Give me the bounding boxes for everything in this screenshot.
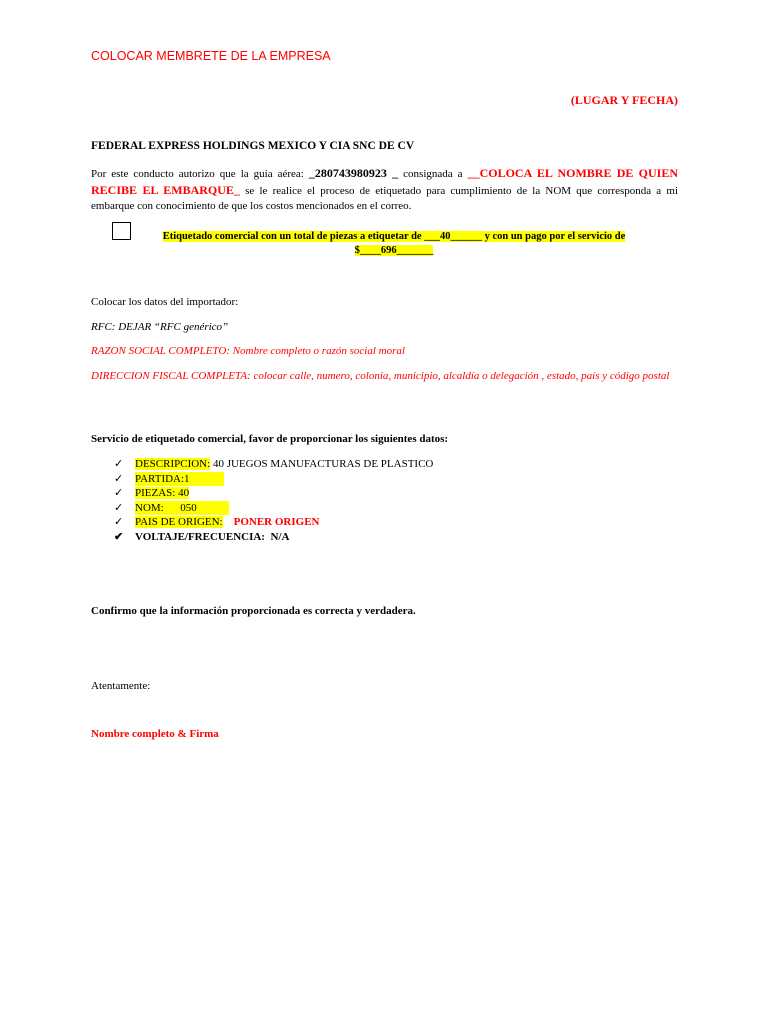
checkmark-icon: ✓ [114,501,124,514]
checkmark-icon: ✓ [114,487,124,499]
list-item-piezas [114,486,433,501]
letterhead-placeholder: COLOCAR MEMBRETE DE LA EMPRESA [91,49,331,63]
list-item-nom [114,501,433,516]
checkmark-icon: ✔ [114,530,124,543]
list-item-descripcion [114,457,433,472]
service-option-text: Etiquetado comercial con un total de piezas a etiquetar de ___40______ y con un pago por el servicio de $____696_______ [162,231,626,256]
direccion-fiscal-field: DIRECCION FISCAL COMPLETA: colocar calle, numero, colonia, municipio, alcaldía o delegación , estado, país y código postal [91,370,670,382]
service-option [132,230,656,258]
descripcion-value: 40 JUEGOS MANUFACTURAS DE PLASTICO [210,458,434,470]
authorization-paragraph [91,166,678,215]
authorization-text-2: consignada a [398,168,468,180]
service-data-list [114,457,433,544]
company-name: FEDERAL EXPRESS HOLDINGS MEXICO Y CIA SNC DE CV [91,140,415,152]
recipient-placeholder: __COLOCA EL NOMBRE DE QUIEN RECIBE EL EMBARQUE_ [91,166,678,197]
pais-origen-label: PAIS DE ORIGEN: [135,516,223,528]
checkmark-icon: ✓ [114,472,124,485]
partida-label: PARTIDA:1 [135,472,224,487]
piezas-label: PIEZAS: 40 [135,487,190,499]
descripcion-label: DESCRIPCION: [135,458,211,470]
service-request-title: Servicio de etiquetado comercial, favor de proporcionar los siguientes datos: [91,433,449,445]
closing-regards: Atentamente: [91,680,151,692]
checkmark-icon: ✓ [114,516,124,528]
place-date-placeholder: (LUGAR Y FECHA) [570,93,678,107]
list-item-pais-origen [114,515,433,530]
service-checkbox-icon[interactable] [112,222,131,240]
confirmation-statement: Confirmo que la información proporcionada es correcta y verdadera. [91,605,416,617]
pais-origen-value: PONER ORIGEN [222,516,320,528]
checkmark-icon: ✓ [114,458,124,470]
signature-placeholder: Nombre completo & Firma [91,728,219,740]
nom-label: NOM: 050 [135,501,229,516]
razon-social-field: RAZON SOCIAL COMPLETO: Nombre completo o razón social moral [91,345,405,357]
importer-intro: Colocar los datos del importador: [91,296,239,308]
list-item-voltaje [114,530,433,545]
authorization-text-1: Por este conducto autorizo que la guía aérea: [91,168,309,180]
list-item-partida [114,472,433,487]
authorization-text-3: se le realice el proceso de etiquetado para cumplimiento de la NOM que corresponda a mi embarque con conocimiento de que los costos mencionados en el correo. [91,184,679,212]
guide-number: _280743980923 _ [308,166,399,180]
rfc-field: RFC: DEJAR “RFC genérico” [91,321,229,333]
voltaje-label: VOLTAJE/FRECUENCIA: N/A [135,530,290,543]
